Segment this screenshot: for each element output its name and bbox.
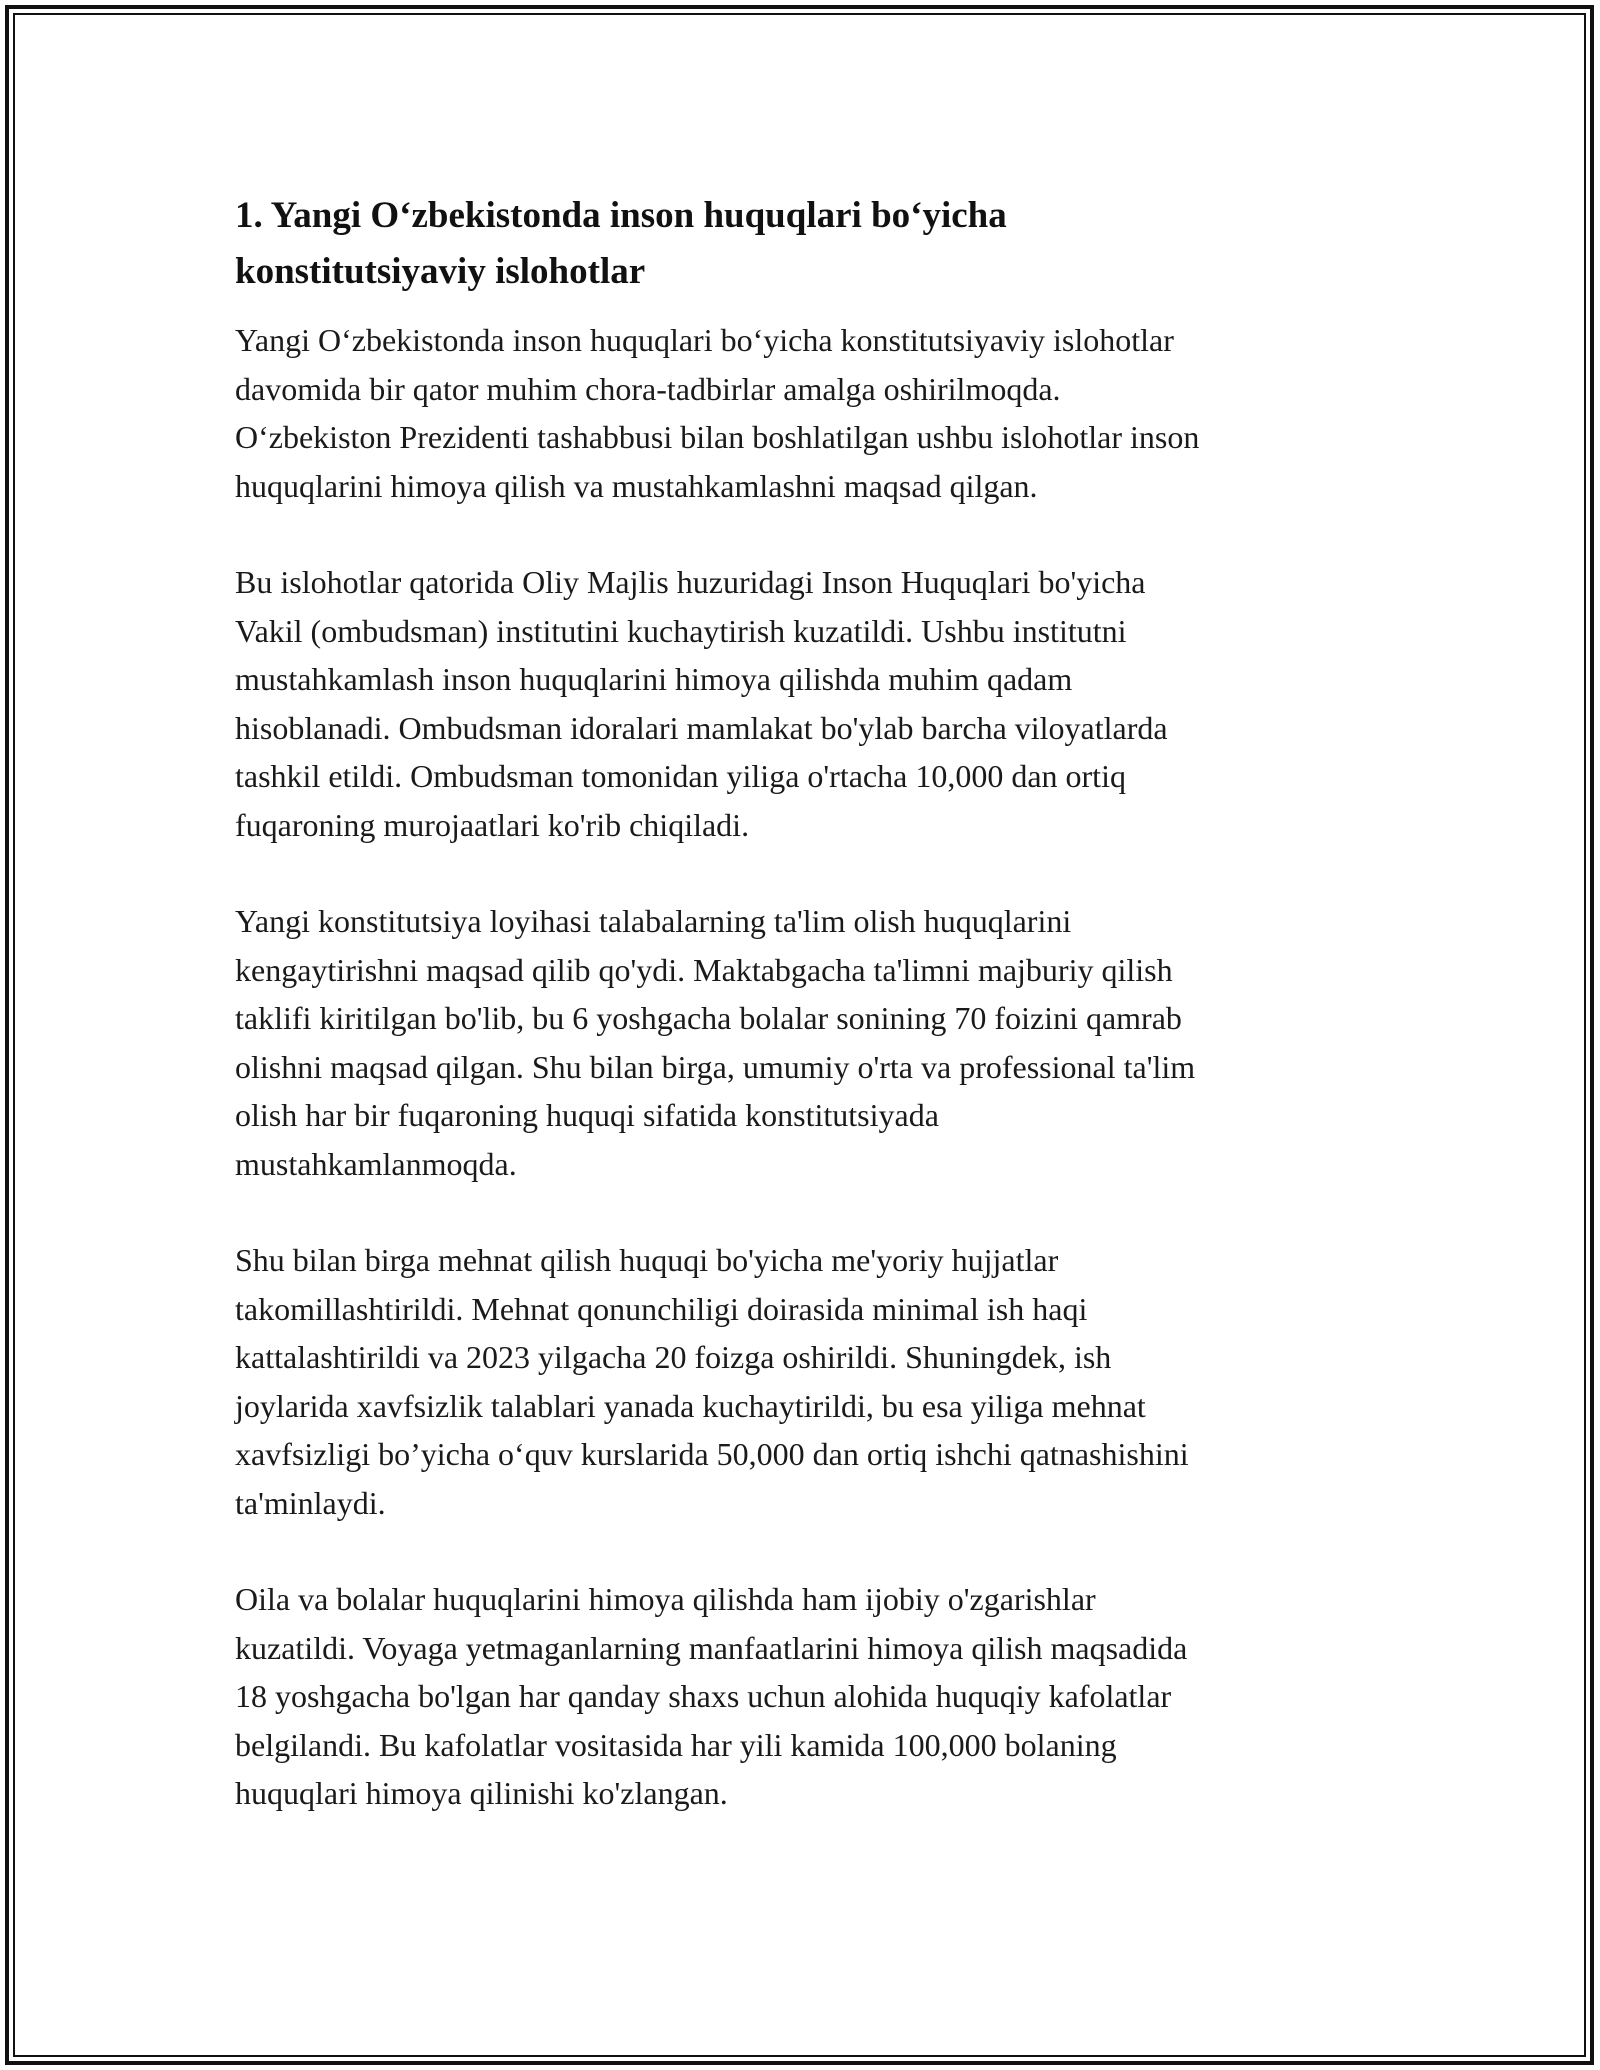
paragraph-5: Oila va bolalar huquqlarini himoya qilishda ham ijobiy o'zgarishlar kuzatildi. Voyaga yetmaganlarning manfaatlarini himoya qilish maqsadida 18 yoshgacha bo'lgan har qanday shaxs uchun alohida huquqiy kafolatlar belgilandi. Bu kafolatlar vositasida har yili kamida 100,000 bolaning huquqlari himoya qilinishi ko'zlangan. bbox=[235, 1581, 1188, 1811]
paragraph-1: Yangi O‘zbekistonda inson huquqlari bo‘yicha konstitutsiyaviy islohotlar davomida bir qator muhim chora-tadbirlar amalga oshirilmoqda. O‘zbekiston Prezidenti tashabbusi bilan boshlatilgan ushbu islohotlar inson huquqlarini himoya qilish va mustahkamlashni maqsad qilgan. bbox=[235, 322, 1200, 504]
paragraph-2: Bu islohotlar qatorida Oliy Majlis huzuridagi Inson Huquqlari bo'yicha Vakil (ombudsman) institutini kuchaytirish kuzatildi. Ushbu institutni mustahkamlash inson huquqlarini himoya qilishda muhim qadam hisoblanadi. Ombudsman idoralari mamlakat bo'ylab barcha viloyatlarda tashkil etildi. Ombudsman tomonidan yiliga o'rtacha 10,000 dan ortiq fuqaroning murojaatlari ko'rib chiqiladi. bbox=[235, 564, 1168, 843]
document-body bbox=[235, 188, 1365, 1818]
paragraph-4: Shu bilan birga mehnat qilish huquqi bo'yicha me'yoriy hujjatlar takomillashtirildi. Mehnat qonunchiligi doirasida minimal ish haqi kattalashtirildi va 2023 yilgacha 20 foizga oshirildi. Shuningdek, ish joylarida xavfsizlik talablari yanada kuchaytirildi, bu esa yiliga mehnat xavfsizligi bo’yicha o‘quv kurslarida 50,000 dan ortiq ishchi qatnashishini ta'minlaydi. bbox=[235, 1242, 1189, 1521]
section-heading: 1. Yangi O‘zbekistonda inson huquqlari bo‘yicha konstitutsiyaviy islohotlar bbox=[235, 195, 1007, 292]
paragraph-3: Yangi konstitutsiya loyihasi talabalarning ta'lim olish huquqlarini kengaytirishni maqsad qilib qo'ydi. Maktabgacha ta'limni majburiy qilish taklifi kiritilgan bo'lib, bu 6 yoshgacha bolalar sonining 70 foizini qamrab olishni maqsad qilgan. Shu bilan birga, umumiy o'rta va professional ta'lim olish har bir fuqaroning huquqi sifatida konstitutsiyada mustahkamlanmoqda. bbox=[235, 903, 1196, 1182]
